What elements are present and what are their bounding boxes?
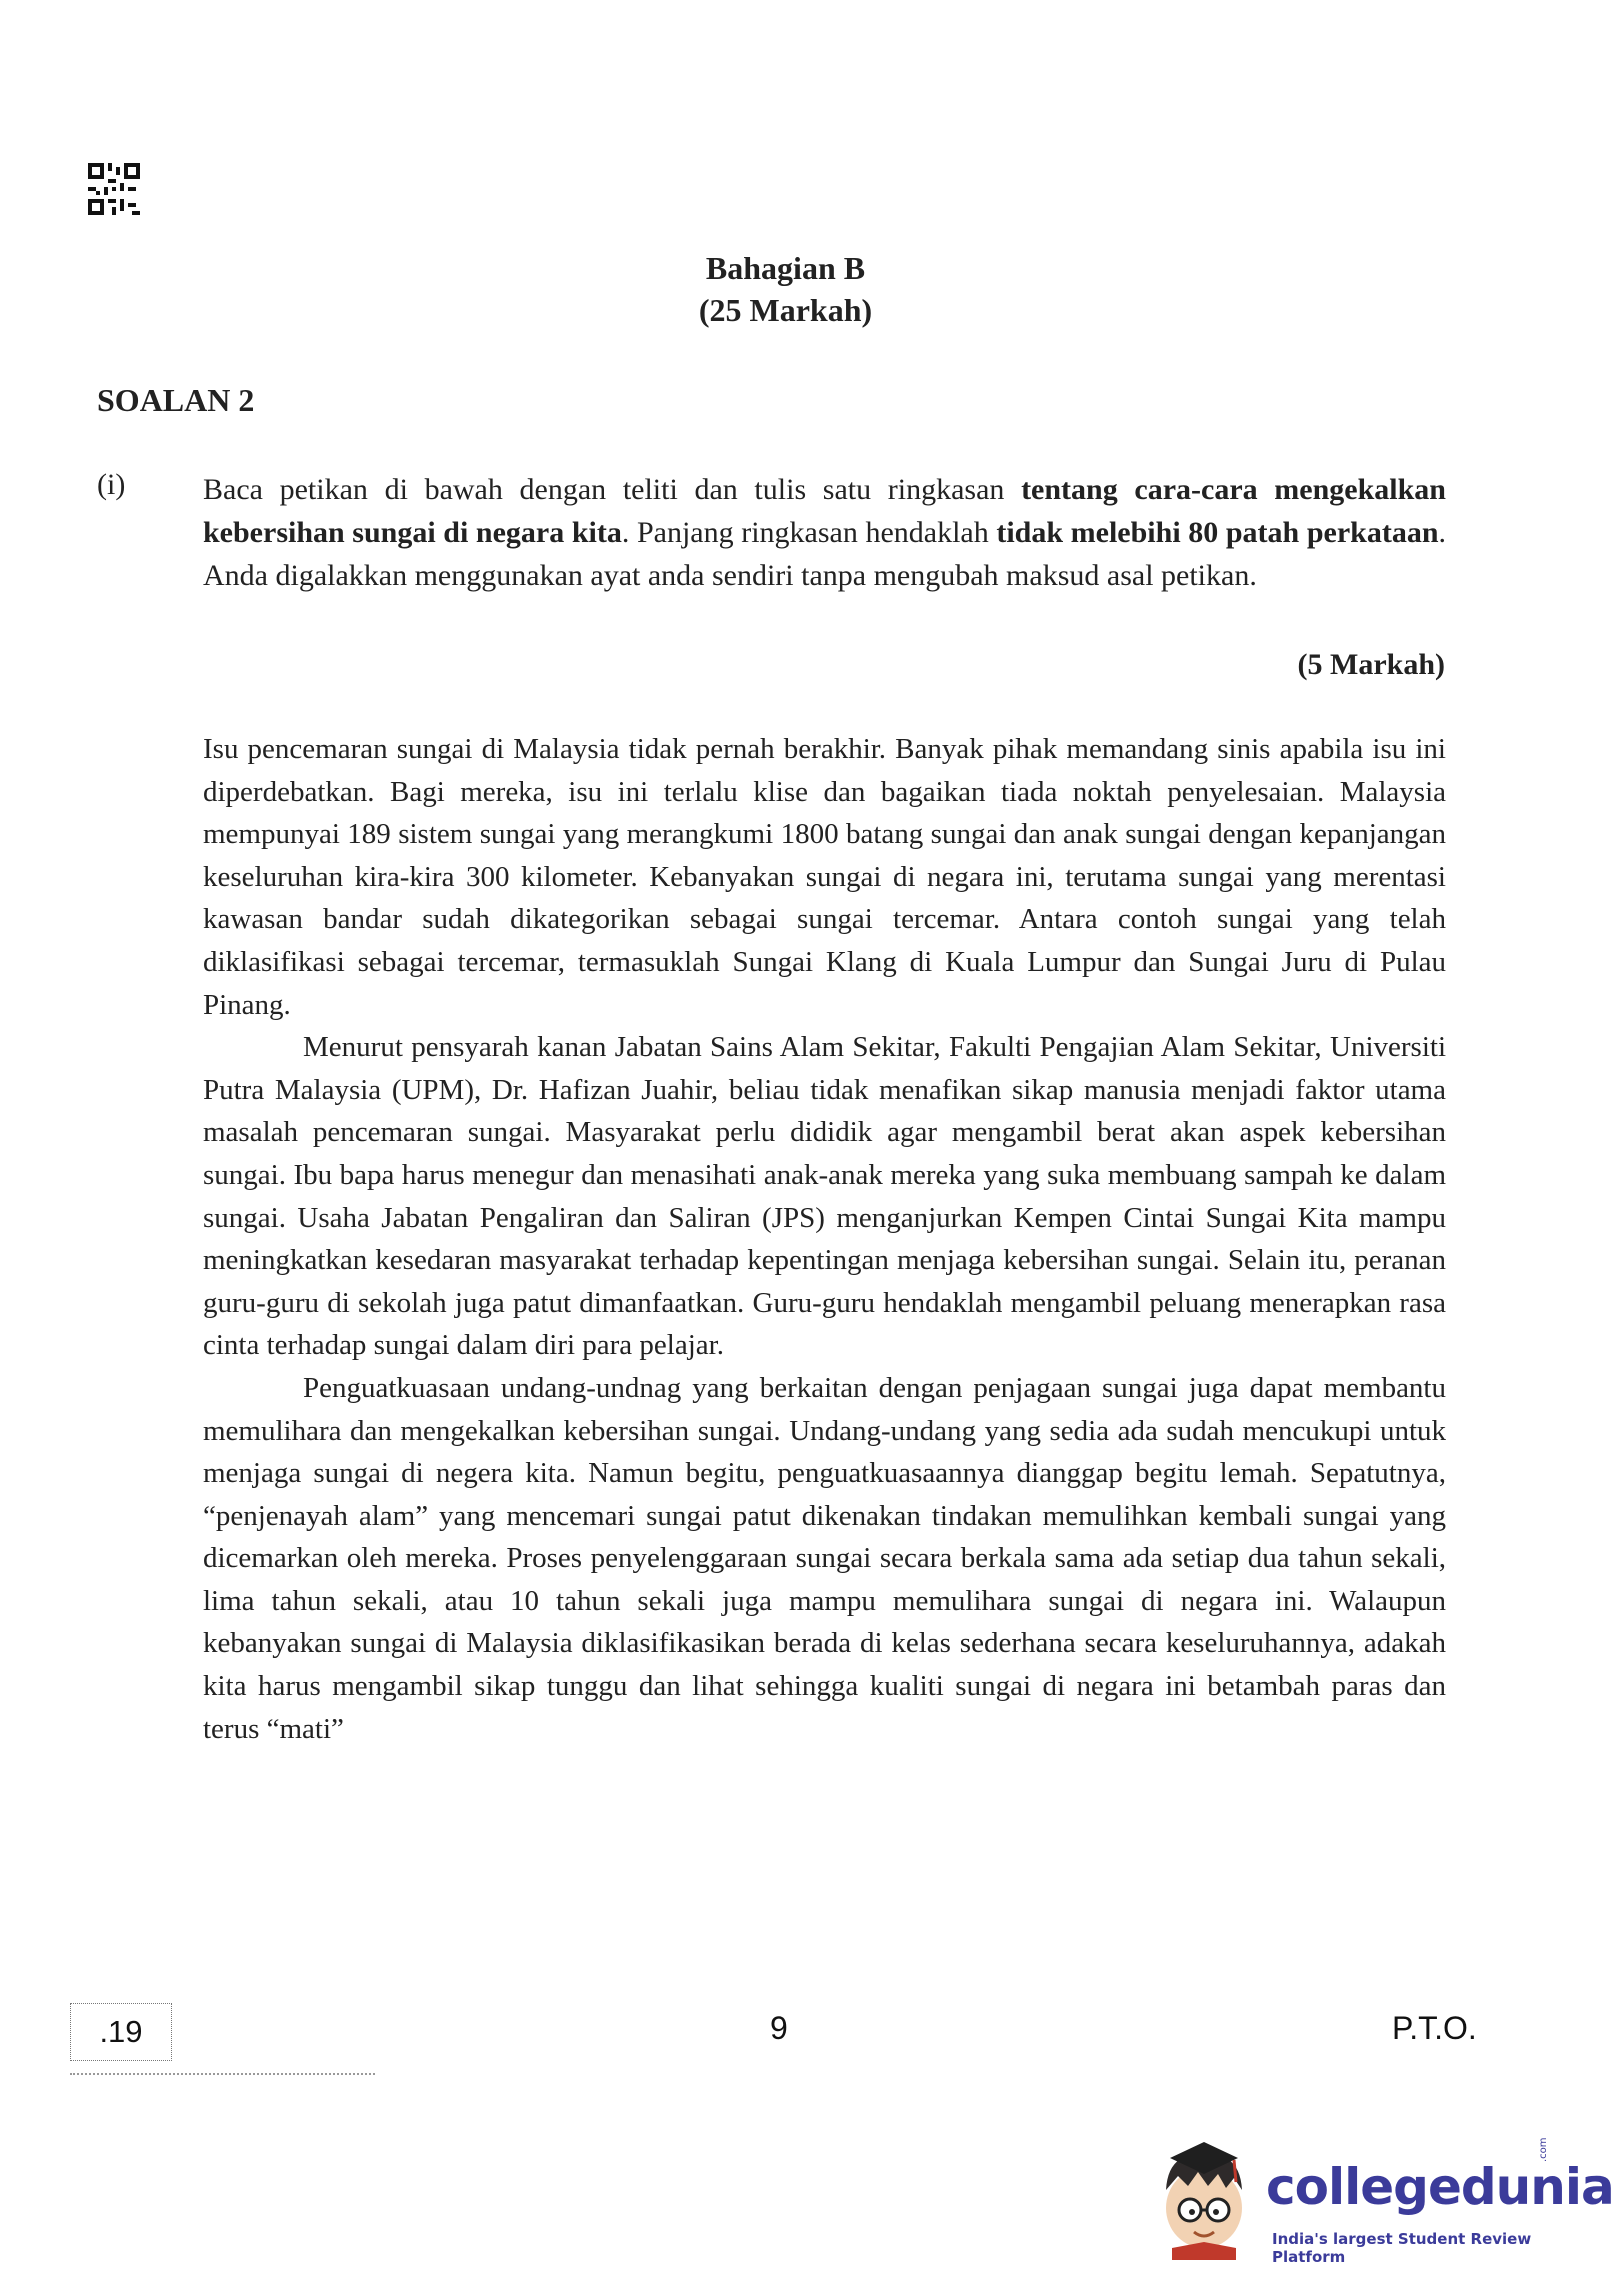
- instruction-text: . Anda digalakkan menggunakan ayat anda sendiri tanpa mengubah maksud asal petikan.: [203, 516, 1447, 592]
- question-number: (i): [97, 468, 126, 501]
- brand-domain: .com: [1538, 2137, 1549, 2162]
- collegedunia-logo: [1148, 2130, 1614, 2266]
- passage-paragraph: Penguatkuasaan undang-undnag yang berkaitan dengan penjagaan sungai juga dapat membantu memulihara dan mengekalkan kebersihan sungai. Undang-undang yang sedia ada sudah mencukupi untuk menjaga sungai di negera kita. Namun begitu, penguatkuasaannya dianggap begitu lemah. Sepatutnya, “penjenayah alam” yang mencemari sungai patut dikenakan tindakan memulihkan kembali sungai yang dicemarkan oleh mereka. Proses penyelenggaraan sungai secara berkala sama ada setiap dua tahun sekali, lima tahun sekali, atau 10 tahun sekali juga mampu memulihara sungai di negara ini. Walaupun kebanyakan sungai di Malaysia diklasifikasikan berada di kelas sederhana secara keseluruhannya, adakah kita harus mengambil sikap tunggu dan lihat sehingga kualiti sungai di negara ini betambah paras dan terus “mati”: [203, 1371, 1446, 1745]
- instruction-emphasis: tidak melebihi 80 patah perkataan: [996, 516, 1439, 549]
- paper-code: .19: [99, 2014, 143, 2049]
- passage-paragraph: Isu pencemaran sungai di Malaysia tidak pernah berakhir. Banyak pihak memandang sinis apabila isu ini diperdebatkan. Bagi mereka, isu ini terlalu klise dan bagaikan tiada noktah penyelesaian. Malaysia mempunyai 189 sistem sungai yang merangkumi 1800 batang sungai dan anak sungai dengan kepanjangan keseluruhan kira-kira 300 kilometer. Kebanyakan sungai di negara ini, terutama sungai yang merentasi kawasan bandar sudah dikategorikan sebagai sungai tercemar. Antara contoh sungai yang telah diklasifikasi sebagai tercemar, termasuklah Sungai Klang di Kuala Lumpur dan Sungai Juru di Pulau Pinang.: [203, 733, 1446, 1021]
- brand-name: collegedunia: [1266, 2158, 1614, 2216]
- paper-code-box: [70, 2003, 172, 2061]
- question-marks: (5 Markah): [1297, 648, 1445, 681]
- mascot-icon: [1148, 2130, 1260, 2260]
- section-marks: (25 Markah): [698, 292, 873, 328]
- brand-tagline: India's largest Student Review Platform: [1272, 2230, 1532, 2266]
- instruction-emphasis: tentang cara-cara mengekalkan kebersihan sungai di negara kita: [203, 473, 1446, 549]
- instruction-text: Baca petikan di bawah dengan teliti dan tulis satu ringkasan: [203, 473, 1022, 506]
- instruction-text: . Panjang ringkasan hendaklah: [621, 516, 997, 549]
- page-number: 9: [770, 2010, 788, 2046]
- passage: [203, 728, 1446, 1750]
- question-instruction: [203, 468, 1446, 597]
- dotted-divider: [70, 2073, 375, 2075]
- passage-paragraph: Menurut pensyarah kanan Jabatan Sains Alam Sekitar, Fakulti Pengajian Alam Sekitar, Universiti Putra Malaysia (UPM), Dr. Hafizan Juahir, beliau tidak menafikan sikap manusia menjadi faktor utama masalah pencemaran sungai. Masyarakat perlu dididik agar mengambil berat akan aspek kebersihan sungai. Ibu bapa harus menegur dan menasihati anak-anak mereka yang suka membuang sampah ke dalam sungai. Usaha Jabatan Pengaliran dan Saliran (JPS) menganjurkan Kempen Cintai Sungai Kita mampu meningkatkan kesedaran masyarakat terhadap kepentingan menjaga kebersihan sungai. Selain itu, peranan guru-guru di sekolah juga patut dimanfaatkan. Guru-guru hendaklah mengambil peluang menerapkan rasa cinta terhadap sungai dalam diri para pelajar.: [203, 1031, 1446, 1362]
- question-title: SOALAN 2: [97, 382, 255, 418]
- section-title: Bahagian B: [705, 250, 866, 286]
- qr-code-icon: [88, 163, 140, 215]
- pto-label: P.T.O.: [1392, 2010, 1477, 2046]
